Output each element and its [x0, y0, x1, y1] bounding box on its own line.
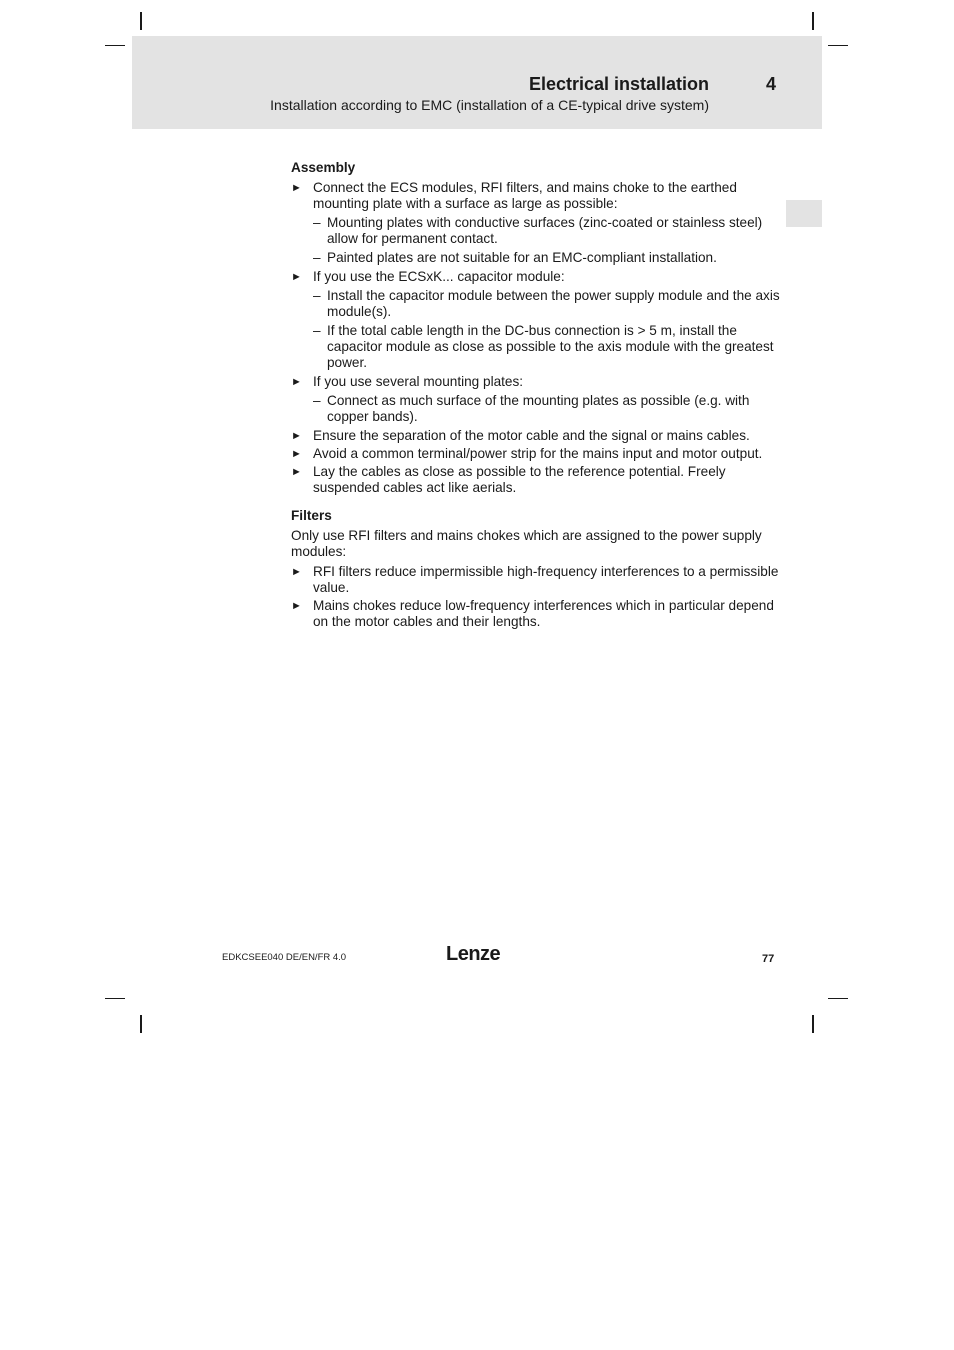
bullet-item [291, 598, 781, 630]
dash-text: Install the capacitor module between the power supply module and the axis module(s). [327, 288, 780, 319]
bullet-text: Lay the cables as close as possible to the reference potential. Freely suspended cables act like aerials. [313, 464, 726, 495]
bullet-arrow-icon: ► [291, 448, 302, 460]
filters-intro: Only use RFI filters and mains chokes which are assigned to the power supply modules: [291, 528, 762, 559]
chapter-title: Electrical installation [528, 74, 709, 94]
assembly-heading: Assembly [291, 160, 356, 175]
dash-icon: – [313, 288, 321, 303]
bullet-arrow-icon: ► [291, 182, 302, 194]
dash-item [291, 288, 781, 320]
bullet-arrow-icon: ► [291, 376, 302, 388]
dash-text: If the total cable length in the DC-bus connection is > 5 m, install the capacitor module as close as possible to the axis module with the greatest power. [327, 323, 774, 370]
bullet-item [291, 446, 781, 462]
bullet-text: If you use the ECSxK... capacitor module: [313, 269, 565, 284]
main-content [291, 160, 781, 632]
crop-mark [140, 1015, 142, 1033]
bullet-item [291, 428, 781, 444]
bullet-text: Connect the ECS modules, RFI filters, and mains choke to the earthed mounting plate with a surface as large as possible: [313, 180, 737, 211]
dash-item [291, 250, 781, 266]
crop-mark [828, 998, 848, 999]
bullet-arrow-icon: ► [291, 466, 302, 478]
crop-mark [105, 998, 125, 999]
dash-text: Painted plates are not suitable for an EMC-compliant installation. [327, 250, 717, 265]
section-subtitle: Installation according to EMC (installation of a CE-typical drive system) [270, 97, 709, 113]
header-band [132, 36, 822, 129]
dash-text: Mounting plates with conductive surfaces (zinc-coated or stainless steel) allow for permanent contact. [327, 215, 763, 246]
dash-item [291, 323, 781, 371]
bullet-text: Mains chokes reduce low-frequency interferences which in particular depend on the motor cables and their lengths. [313, 598, 774, 629]
bullet-item [291, 269, 781, 285]
filters-heading: Filters [291, 508, 332, 523]
bullet-text: Avoid a common terminal/power strip for the mains input and motor output. [313, 446, 763, 461]
dash-item [291, 393, 781, 425]
filters-list [291, 564, 781, 630]
bullet-item [291, 564, 781, 596]
crop-mark [812, 12, 814, 30]
crop-mark [140, 12, 142, 30]
dash-icon: – [313, 323, 321, 338]
dash-text: Connect as much surface of the mounting plates as possible (e.g. with copper bands). [327, 393, 750, 424]
crop-mark [105, 45, 125, 46]
bullet-arrow-icon: ► [291, 600, 302, 612]
bullet-item [291, 374, 781, 390]
bullet-item [291, 464, 781, 496]
dash-icon: – [313, 215, 321, 230]
bullet-arrow-icon: ► [291, 271, 302, 283]
dash-icon: – [313, 393, 321, 408]
bullet-text: Ensure the separation of the motor cable and the signal or mains cables. [313, 428, 750, 443]
lenze-logo: Lenze [446, 943, 501, 965]
crop-mark [812, 1015, 814, 1033]
footer-doc-id: EDKCSEE040 DE/EN/FR 4.0 [222, 952, 347, 963]
bullet-item [291, 180, 781, 212]
bullet-arrow-icon: ► [291, 566, 302, 578]
assembly-list [291, 180, 781, 496]
dash-icon: – [313, 250, 321, 265]
chapter-side-tab [786, 200, 822, 227]
chapter-number: 4 [766, 74, 777, 94]
crop-mark [828, 45, 848, 46]
dash-item [291, 215, 781, 247]
bullet-text: If you use several mounting plates: [313, 374, 524, 389]
bullet-text: RFI filters reduce impermissible high-frequency interferences to a permissible value. [313, 564, 779, 595]
bullet-arrow-icon: ► [291, 430, 302, 442]
page-number: 77 [762, 953, 775, 965]
